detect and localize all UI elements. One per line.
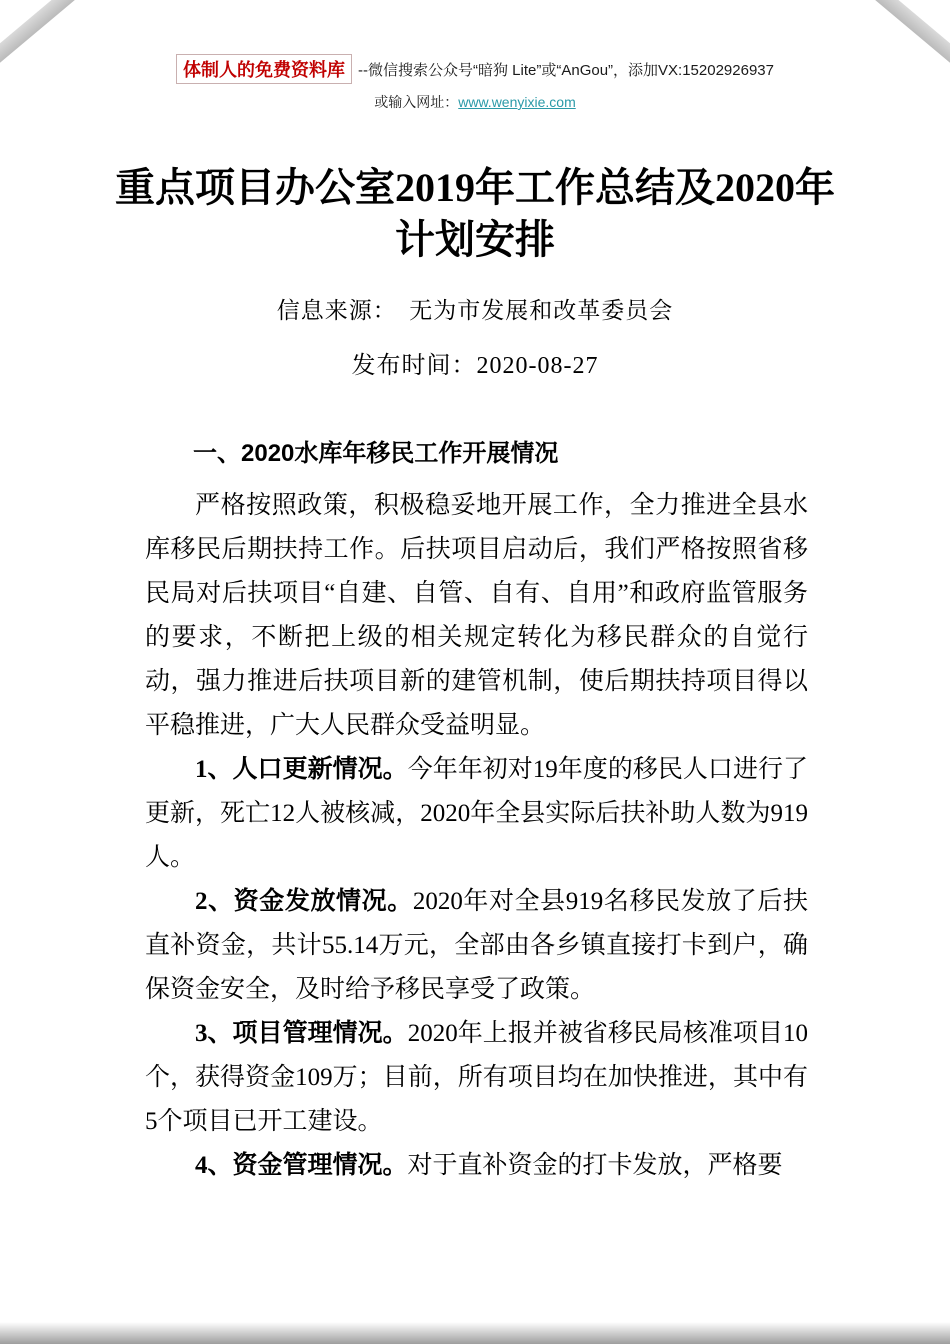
meta-source: 信息来源： 无为市发展和改革委员会 — [276, 298, 674, 323]
paragraph-item-4 — [145, 1144, 808, 1188]
title-line-1: 重点项目办公室2019年工作总结及2020年 — [115, 165, 835, 210]
page-bottom-shadow — [0, 1322, 950, 1344]
item-4-lead: 4、资金管理情况。 — [195, 1152, 408, 1179]
item-4-text: 对于直补资金的打卡发放，严格要 — [407, 1152, 783, 1179]
item-3-lead: 3、项目管理情况。 — [195, 1020, 408, 1047]
item-1-lead: 1、人口更新情况。 — [195, 756, 408, 783]
meta-publish-date: 发布时间：2020-08-27 — [351, 353, 599, 379]
paragraph-item-3 — [145, 1012, 808, 1144]
url-label: 或输入网址： — [374, 94, 459, 110]
title-line-2: 计划安排 — [395, 217, 555, 262]
section-heading: 一、2020水库年移民工作开展情况 — [193, 440, 559, 467]
promo-header-line2 — [0, 92, 950, 112]
meta-block — [0, 292, 950, 380]
item-2-lead: 2、资金发放情况。 — [195, 888, 413, 915]
paragraph-item-1 — [145, 748, 808, 880]
website-link[interactable]: www.wenyixie.com — [458, 94, 576, 110]
promo-header — [0, 0, 950, 112]
document-body — [145, 432, 808, 1188]
item-1-text: 今年年初对19年度的移民人口进行了更新，死亡12人被核减，2020年全县实际后扶补助人数为919人。 — [145, 756, 808, 871]
promo-header-line1 — [0, 54, 950, 84]
document-title — [0, 162, 950, 266]
paragraph-item-2 — [145, 880, 808, 1012]
item-2-text: 2020年对全县919名移民发放了后扶直补资金，共计55.14万元，全部由各乡镇直接打卡到户，确保资金安全，及时给予移民享受了政策。 — [145, 888, 808, 1003]
item-3-text: 2020年上报并被省移民局核准项目10个，获得资金109万；目前，所有项目均在加快推进，其中有5个项目已开工建设。 — [145, 1020, 808, 1135]
paragraph-intro: 严格按照政策，积极稳妥地开展工作，全力推进全县水库移民后期扶持工作。后扶项目启动后，我们严格按照省移民局对后扶项目“自建、自管、自有、自用”和政府监管服务的要求，不断把上级的相关规定转化为移民群众的自觉行动，强力推进后扶项目新的建管机制，使后期扶持项目得以平稳推进，广大人民群众受益明显。 — [145, 492, 808, 739]
brand-label: 体制人的免费资料库 — [176, 54, 352, 84]
promo-note: --微信搜索公众号“暗狗 Lite”或“AnGou”，添加VX:15202926937 — [358, 61, 774, 79]
